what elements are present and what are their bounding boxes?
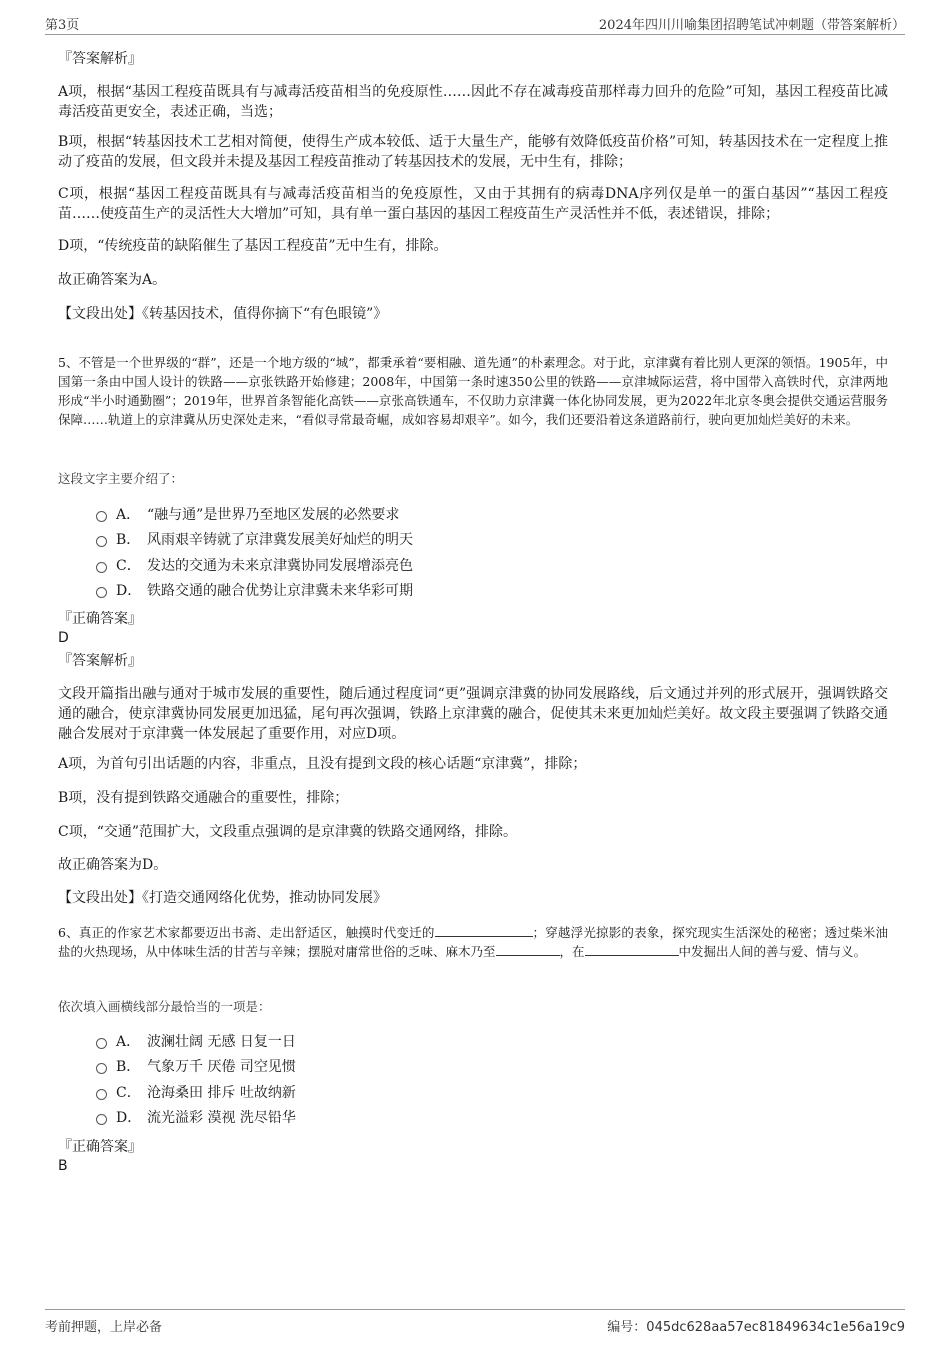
correct-answer-label: 『正确答案』 [58, 1139, 142, 1155]
fill-blank-3 [585, 942, 679, 956]
radio-icon[interactable] [96, 1089, 107, 1100]
analysis-paragraph: B项，没有提到铁路交通融合的重要性，排除； [58, 790, 349, 806]
analysis-conclusion: 故正确答案为D。 [58, 857, 168, 873]
radio-icon[interactable] [96, 511, 107, 522]
radio-icon[interactable] [96, 587, 107, 598]
question-6-text: 6、真正的作家艺术家都要迈出书斋、走出舒适区，触摸时代变迁的 ；穿越浮光掠影的表象，探究现实生活深处的秘密；透过柴米油盐的火热现场，从中体味生活的甘苦与辛辣；摆脱对庸常世俗的乏味、麻木乃至 ，在 中发掘出人间的善与爱、情与义。 [58, 925, 888, 959]
radio-icon[interactable] [96, 1114, 107, 1125]
analysis-paragraph: C项，“交通”范围扩大，文段重点强调的是京津冀的铁路交通网络，排除。 [58, 824, 518, 840]
question-6-option-d[interactable]: D． 流光溢彩 漠视 洗尽铅华 [96, 1108, 296, 1128]
document-code: 编号：045dc628aa57ec81849634c1e56a19c9 [607, 1320, 905, 1335]
page-footer [45, 1309, 905, 1338]
fill-blank-1 [435, 923, 533, 937]
question-5-text: 5、不管是一个世界级的“群”，还是一个地方级的“城”，都秉承着“要相融、道先通”的朴素理念。对于此，京津冀有着比别人更深的领悟。1905年，中国第一条由中国人设计的铁路——京张铁路开始修建；2008年，中国第一条时速350公里的铁路——京津城际运营，将中国带入高铁时代，京津两地形成“半小时通勤圈”；2019年，世界首条智能化高铁——京张高铁通车，不仅助力京津冀一体化协同发展，更为2022年北京冬奥会提供交通运营服务保障……轨道上的京津冀从历史深处走来，“看似寻常最奇崛，成如容易却艰辛”。如今，我们还要沿着这条道路前行，驶向更加灿烂美好的未来。 [58, 355, 888, 427]
question-5-option-d[interactable]: D． 铁路交通的融合优势让京津冀未来华彩可期 [96, 581, 413, 601]
question-6-option-b[interactable]: B． 气象万千 厌倦 司空见惯 [96, 1057, 296, 1077]
question-5-option-c[interactable]: C． 发达的交通为未来京津冀协同发展增添亮色 [96, 556, 413, 576]
footer-slogan: 考前押题，上岸必备 [45, 1320, 163, 1335]
answer-analysis-label: 『答案解析』 [58, 653, 142, 669]
source-citation: 【文段出处】《打造交通网络化优势，推动协同发展》 [58, 890, 387, 906]
analysis-paragraph: 文段开篇指出融与通对于城市发展的重要性，随后通过程度词“更”强调京津冀的协同发展路线，后文通过并列的形式展开，强调铁路交通的融合，使京津冀协同发展更加迅猛，尾句再次强调，铁路上京津冀的融合，促使其未来更加灿烂美好。故文段主要强调了铁路交通融合发展对于京津冀一体发展起了重要作用，对应D项。 [58, 686, 888, 742]
radio-icon[interactable] [96, 1038, 107, 1049]
question-5-option-b[interactable]: B． 风雨艰辛铸就了京津冀发展美好灿烂的明天 [96, 530, 413, 550]
analysis-paragraph: B项，根据“转基因技术工艺相对简便，使得生产成本较低、适于大量生产，能够有效降低疫苗价格”可知，转基因技术在一定程度上推动了疫苗的发展，但文段并未提及基因工程疫苗推动了转基因技术的发展，无中生有，排除； [58, 134, 888, 170]
source-citation: 【文段出处】《转基因技术，值得你摘下“有色眼镜”》 [58, 306, 388, 322]
analysis-paragraph: C项，根据“基因工程疫苗既具有与减毒活疫苗相当的免疫原性，又由于其拥有的病毒DNA序列仅是单一的蛋白基因”“基因工程疫苗……使疫苗生产的灵活性大大增加”可知，具有单一蛋白基因的基因工程疫苗生产灵活性并不低，表述错误，排除； [58, 186, 888, 222]
question-5-option-a[interactable]: A． “融与通”是世界乃至地区发展的必然要求 [96, 505, 399, 525]
page-number: 第3页 [45, 18, 80, 33]
radio-icon[interactable] [96, 1063, 107, 1074]
page-header [45, 12, 905, 35]
fill-blank-2 [496, 942, 560, 956]
correct-answer: D [58, 630, 69, 646]
analysis-conclusion: 故正确答案为A。 [58, 272, 167, 288]
analysis-paragraph: A项，为首句引出话题的内容，非重点，且没有提到文段的核心话题“京津冀”，排除； [58, 756, 587, 772]
question-6-prompt: 依次填入画横线部分最恰当的一项是： [58, 999, 271, 1014]
answer-analysis-label: 『答案解析』 [58, 51, 142, 67]
correct-answer: B [58, 1158, 68, 1174]
correct-answer-label: 『正确答案』 [58, 611, 142, 627]
radio-icon[interactable] [96, 536, 107, 547]
radio-icon[interactable] [96, 562, 107, 573]
analysis-paragraph: A项，根据“基因工程疫苗既具有与减毒活疫苗相当的免疫原性……因此不存在减毒疫苗那样毒力回升的危险”可知，基因工程疫苗比减毒活疫苗更安全，表述正确，当选； [58, 84, 888, 120]
document-title: 2024年四川川喻集团招聘笔试冲刺题（带答案解析） [598, 18, 905, 33]
analysis-paragraph: D项，“传统疫苗的缺陷催生了基因工程疫苗”无中生有，排除。 [58, 238, 448, 254]
question-6-option-a[interactable]: A． 波澜壮阔 无感 日复一日 [96, 1032, 296, 1052]
question-6-option-c[interactable]: C． 沧海桑田 排斥 吐故纳新 [96, 1083, 296, 1103]
question-5-prompt: 这段文字主要介绍了： [58, 471, 184, 486]
